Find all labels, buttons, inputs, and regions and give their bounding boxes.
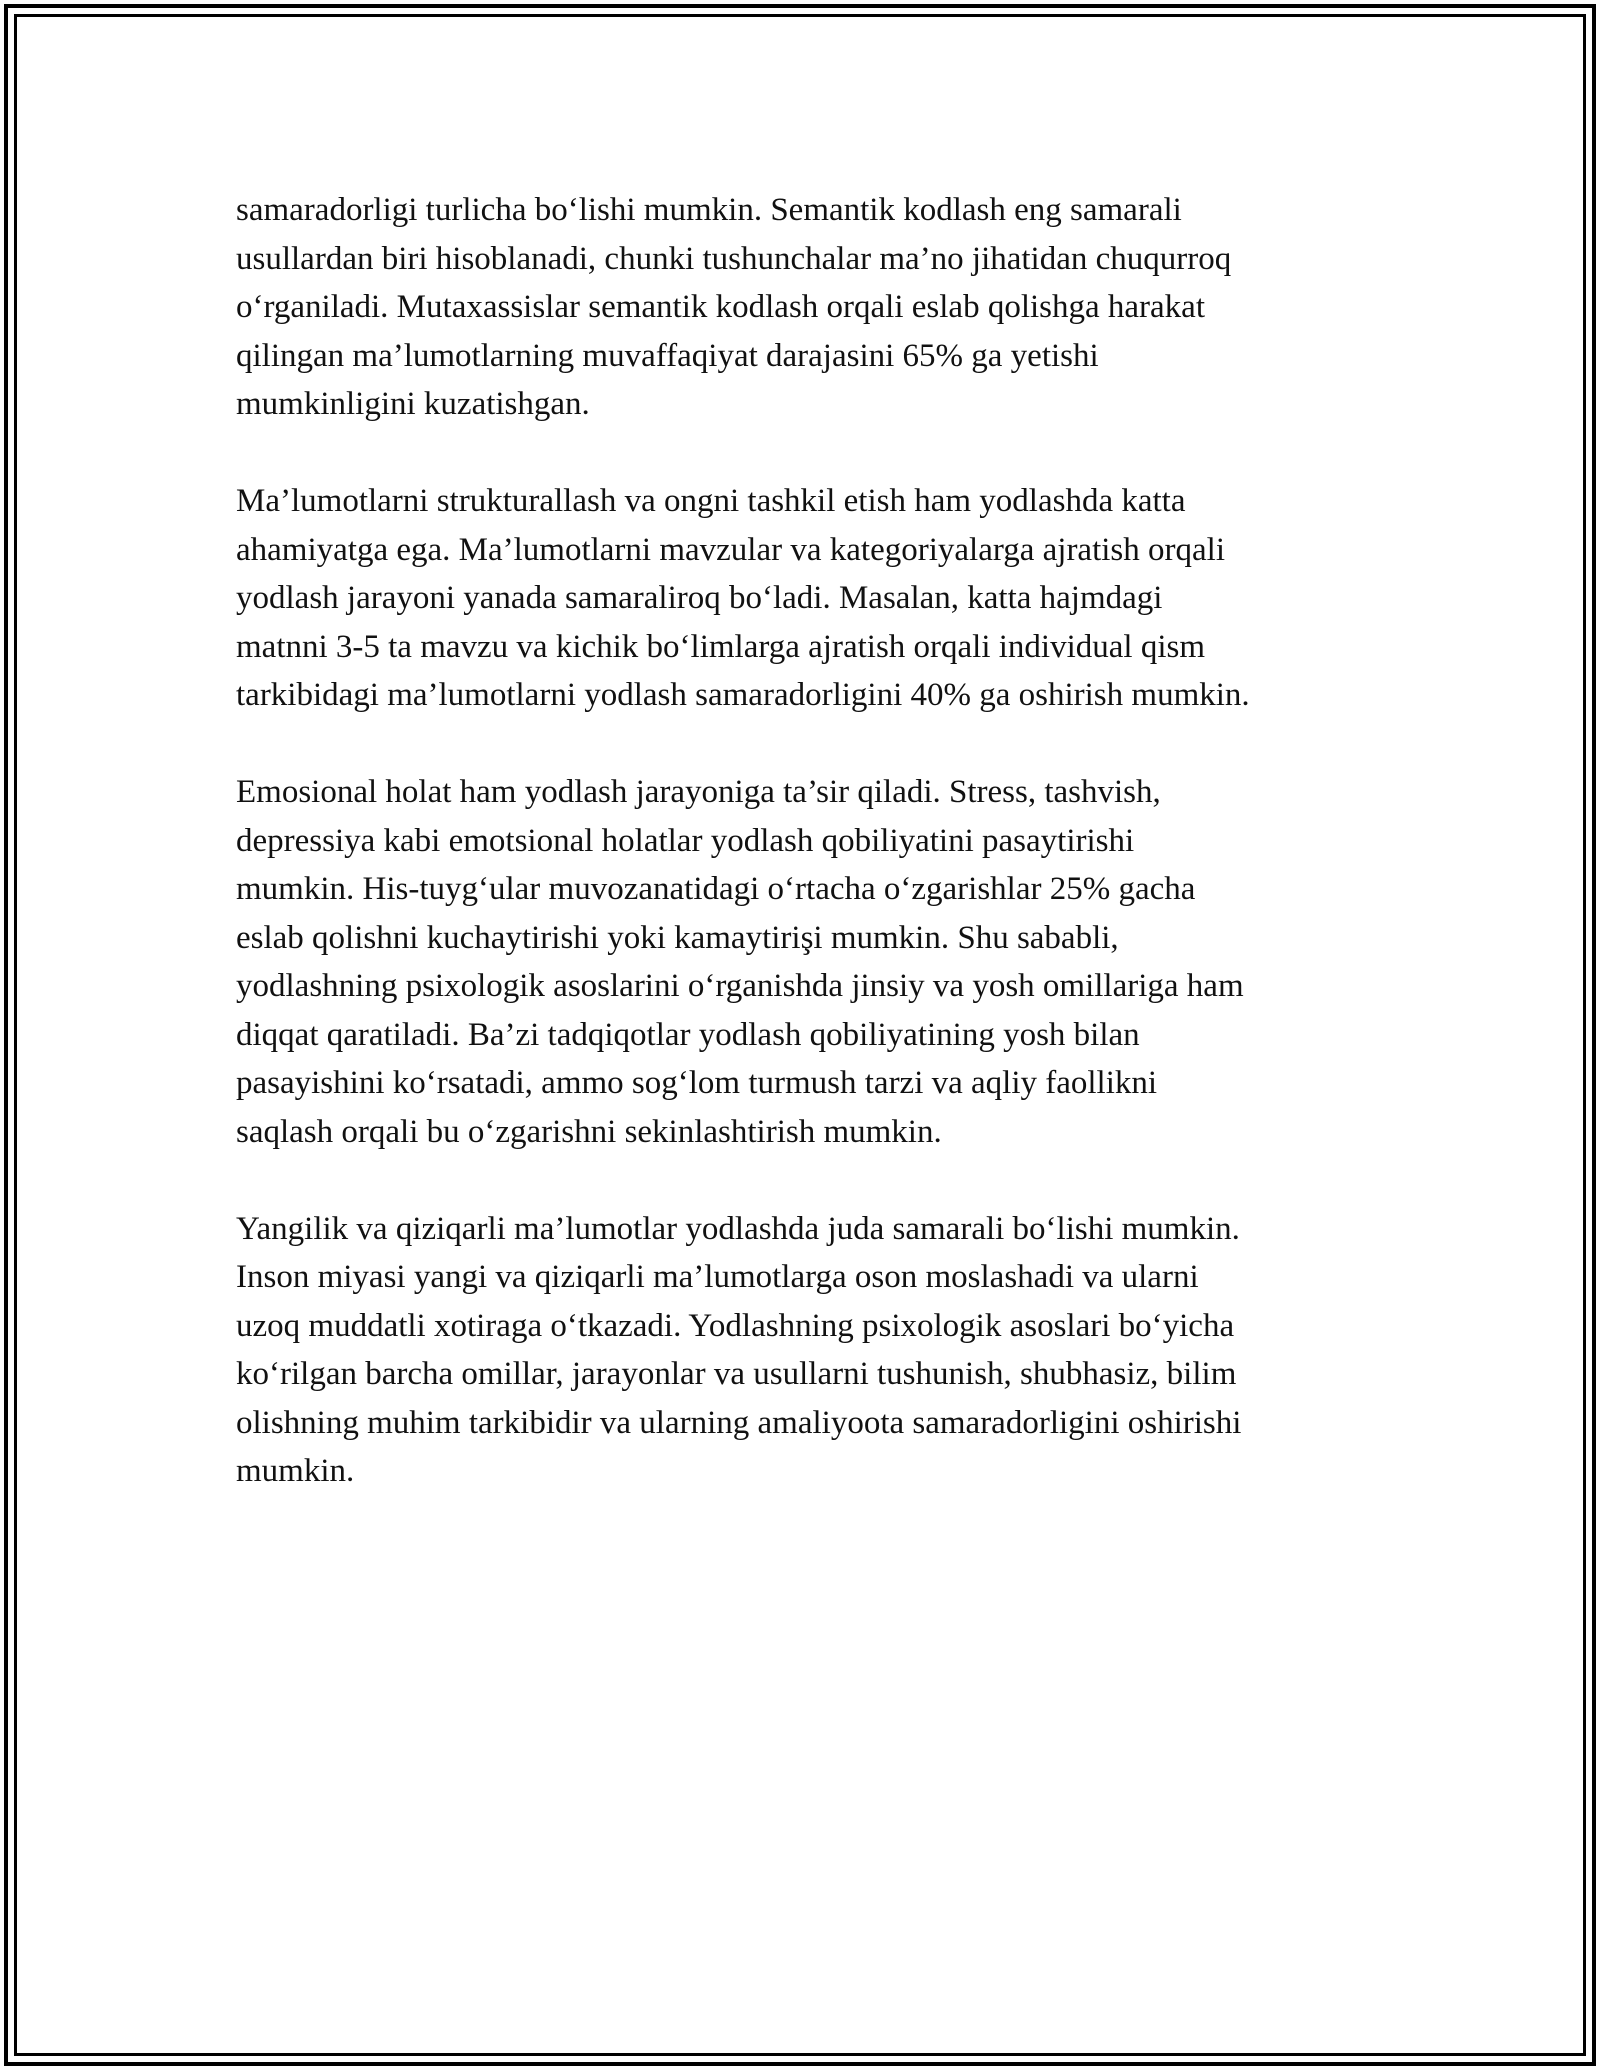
- paragraph-3: Emosional holat ham yodlash jarayoniga ta’sir qiladi. Stress, tashvish, depressiya kabi emotsional holatlar yodlash qobiliyatini pasaytirishi mumkin. His-tuyg‘ular muvozanatidagi o‘rtacha o‘zgarishlar 25% gacha eslab qolishni kuchaytirishi yoki kamaytirişi mumkin. Shu sababli, yodlashning psixologik asoslarini o‘rganishda jinsiy va yosh omillariga ham diqqat qaratiladi. Ba’zi tadqiqotlar yodlash qobiliyatining yosh bilan pasayishini ko‘rsatadi, ammo sog‘lom turmush tarzi va aqliy faollikni saqlash orqali bu o‘zgarishni sekinlashtirish mumkin.: [236, 774, 1244, 1150]
- paragraph-2: Ma’lumotlarni strukturallash va ongni tashkil etish ham yodlashda katta ahamiyatga ega. Ma’lumotlarni mavzular va kategoriyalarga ajratish orqali yodlash jarayoni yanada samaraliroq bo‘ladi. Masalan, katta hajmdagi matnni 3-5 ta mavzu va kichik bo‘limlarga ajratish orqali individual qism tarkibidagi ma’lumotlarni yodlash samaradorligini 40% ga oshirish mumkin.: [236, 483, 1250, 713]
- paragraph-1: samaradorligi turlicha bo‘lishi mumkin. Semantik kodlash eng samarali usullardan biri hisoblanadi, chunki tushunchalar ma’no jihatidan chuqurroq o‘rganiladi. Mutaxassislar semantik kodlash orqali eslab qolishga harakat qilingan ma’lumotlarning muvaffaqiyat darajasini 65% ga yetishi mumkinligini kuzatishgan.: [236, 192, 1232, 422]
- paragraph-4: Yangilik va qiziqarli ma’lumotlar yodlashda juda samarali bo‘lishi mumkin. Inson miyasi yangi va qiziqarli ma’lumotlarga oson moslashadi va ularni uzoq muddatli xotiraga o‘tkazadi. Yodlashning psixologik asoslari bo‘yicha ko‘rilgan barcha omillar, jarayonlar va usullarni tushunish, shubhasiz, bilim olishning muhim tarkibidir va ularning amaliyoota samaradorligini oshirishi mumkin.: [236, 1210, 1242, 1489]
- document-body: [236, 186, 1376, 1544]
